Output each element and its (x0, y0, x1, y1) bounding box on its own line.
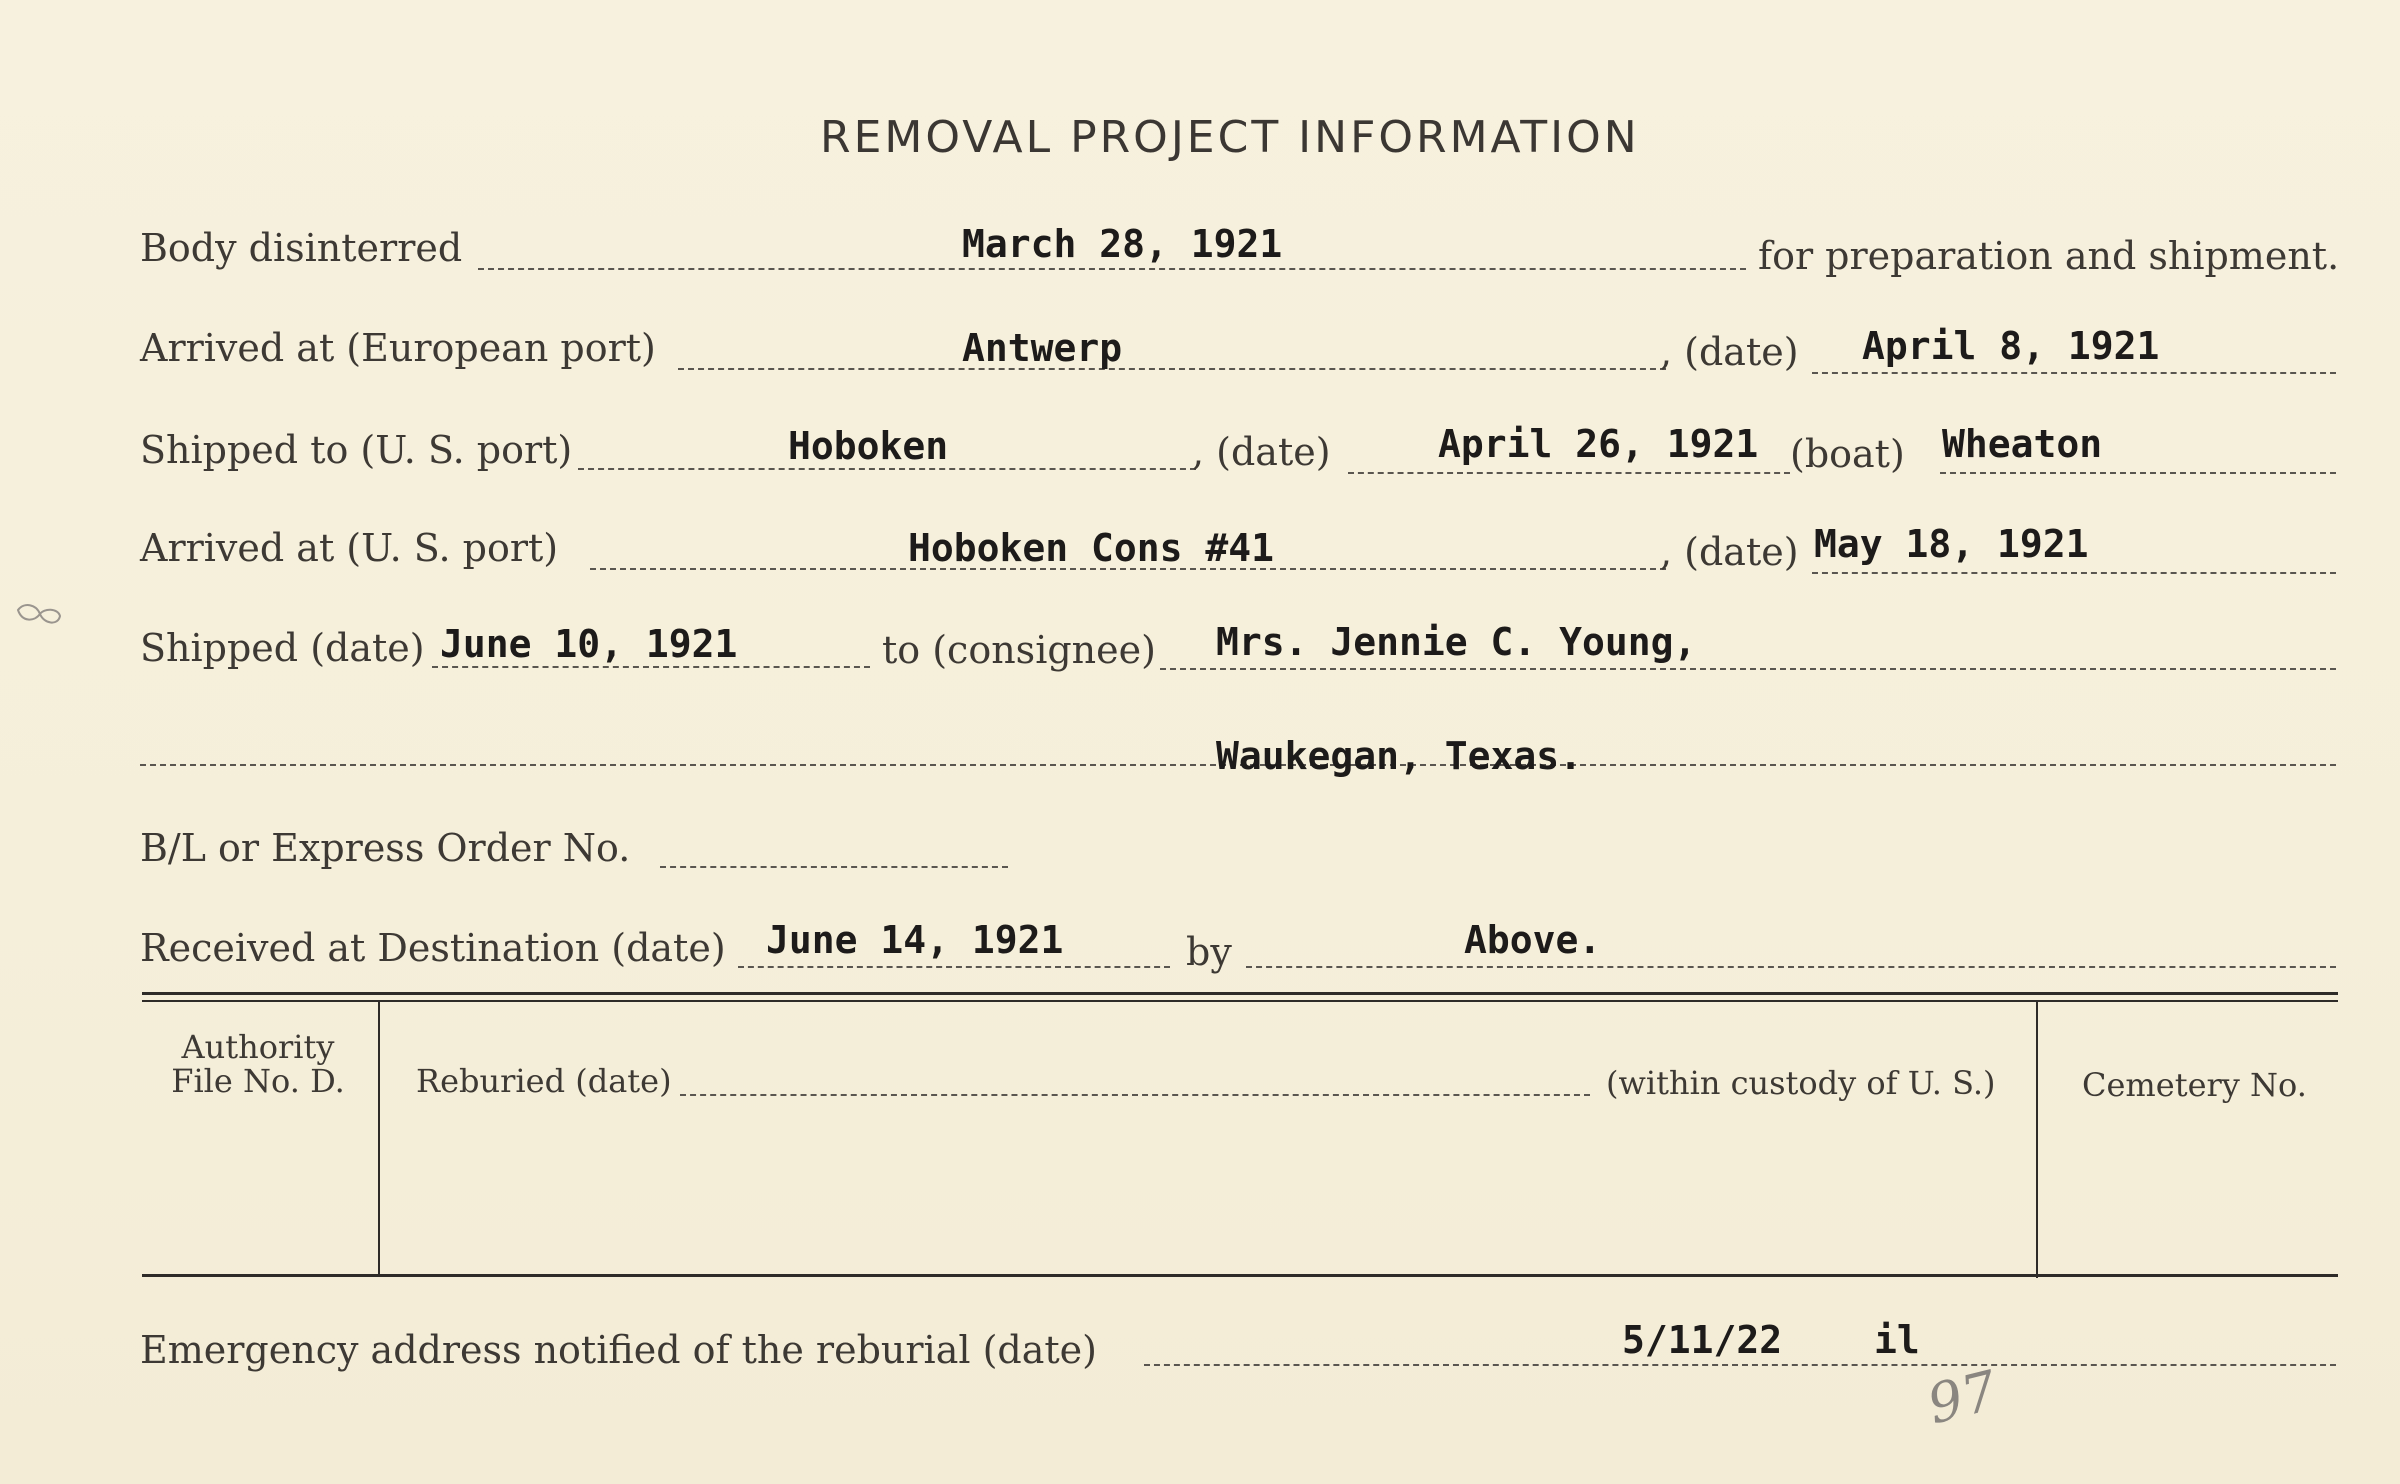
shipped-date-label: , (date) (1192, 430, 1331, 474)
received-date: June 14, 1921 (766, 918, 1064, 962)
box-divider-left (378, 1002, 380, 1274)
boat-label: (boat) (1790, 432, 1905, 476)
authority-file-label: File No. D. (171, 1062, 345, 1100)
european-port: Antwerp (962, 326, 1123, 370)
dotted-line (1246, 966, 2336, 968)
shipment-suffix: for preparation and shipment. (1758, 234, 2340, 278)
dotted-line (738, 966, 1170, 968)
disinterred-date: March 28, 1921 (962, 222, 1283, 266)
received-by-label: by (1186, 930, 1232, 974)
arrived-us-port-label: Arrived at (U. S. port) (140, 526, 559, 570)
box-top-rule-inner (142, 1000, 2338, 1002)
bl-express-order-label: B/L or Express Order No. (140, 826, 631, 870)
shipped-date-label: Shipped (date) (140, 626, 425, 670)
consignee-address: Waukegan, Texas. (1216, 734, 1583, 778)
cemetery-no-label: Cemetery No. (2082, 1066, 2307, 1104)
dotted-line (680, 1094, 1590, 1096)
us-arrival-date-label: , (date) (1660, 530, 1799, 574)
body-disinterred-label: Body disinterred (140, 226, 463, 270)
received-destination-label: Received at Destination (date) (140, 926, 726, 970)
us-arrival-date: May 18, 1921 (1814, 522, 2089, 566)
dotted-line (1812, 372, 2336, 374)
received-by: Above. (1464, 918, 1602, 962)
emergency-notified-date: 5/11/22 (1622, 1318, 1783, 1362)
shipped-us-port-label: Shipped to (U. S. port) (140, 428, 573, 472)
shipped-date: June 10, 1921 (440, 622, 738, 666)
european-date-label: , (date) (1660, 330, 1799, 374)
dotted-line (1348, 472, 1790, 474)
dotted-line (660, 866, 1008, 868)
consignee-name: Mrs. Jennie C. Young, (1216, 620, 1697, 664)
dotted-line (1160, 668, 2336, 670)
box-bottom-rule (142, 1274, 2338, 1277)
dotted-line (432, 666, 870, 668)
margin-pencil-loop-icon (14, 600, 64, 630)
dotted-line (678, 368, 1666, 370)
us-port-shipped-to: Hoboken (788, 424, 949, 468)
authority-label: Authority (181, 1028, 335, 1066)
us-shipped-date: April 26, 1921 (1438, 422, 1759, 466)
custody-label: (within custody of U. S.) (1606, 1064, 1996, 1102)
european-arrival-date: April 8, 1921 (1862, 324, 2160, 368)
dotted-line (478, 268, 1746, 270)
arrived-european-port-label: Arrived at (European port) (140, 326, 656, 370)
box-top-rule (142, 992, 2338, 995)
dotted-line (1940, 472, 2336, 474)
dotted-line (578, 468, 1196, 470)
box-divider-right (2036, 1002, 2038, 1278)
consignee-label: to (consignee) (882, 628, 1156, 672)
pencil-mark: 97 (1921, 1358, 2004, 1437)
emergency-initials: il (1874, 1318, 1920, 1362)
reburied-date-label: Reburied (date) (416, 1062, 672, 1100)
emergency-notified-label: Emergency address notified of the reburial (date) (140, 1328, 1097, 1372)
card-title: REMOVAL PROJECT INFORMATION (820, 112, 1640, 163)
boat-name: Wheaton (1942, 422, 2103, 466)
us-arrival-port: Hoboken Cons #41 (908, 526, 1275, 570)
dotted-line (1144, 1364, 2336, 1366)
dotted-line (1812, 572, 2336, 574)
